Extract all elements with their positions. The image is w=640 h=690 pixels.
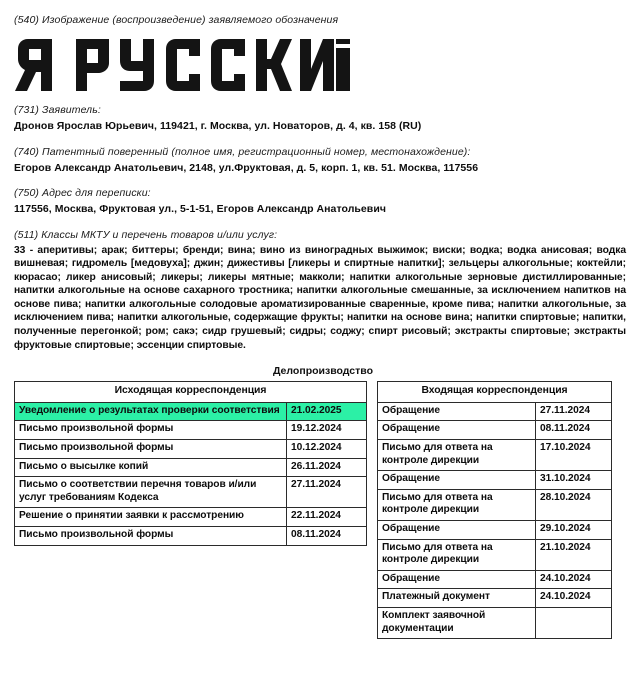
outgoing-header: Исходящая корреспонденция (15, 382, 367, 403)
table-row[interactable] (378, 607, 612, 638)
correspondence-address-value: 117556, Москва, Фруктовая ул., 5-1-51, Егоров Александр Анатольевич (14, 203, 386, 215)
table-row[interactable] (378, 440, 612, 471)
incoming-item-name: Комплект заявочной документации (378, 607, 536, 638)
applicant-value: Дронов Ярослав Юрьевич, 119421, г. Москва, ул. Новаторов, д. 4, кв. 158 (RU) (14, 120, 422, 132)
outgoing-item-name: Уведомление о результатах проверки соответствия (15, 402, 287, 421)
table-row[interactable] (15, 477, 367, 508)
incoming-header: Входящая корреспонденция (378, 382, 612, 403)
goods-services-text: 33 - аперитивы; арак; биттеры; бренди; вина; вино из виноградных выжимок; виски; водка; водка анисовая; водка вишневая; гидромель [медовуха]; джин; дижестивы [ликеры и спиртные напитки]; зельцеры алкогольные; коктейли; кюрасао; ликер анисовый; ликеры; ликеры мятные; макколи; напитки алкогольные зерновые дистиллированные; напитки алкогольные на основе сахарного тростника; напитки алкогольные смешанные, за исключением напитков на основе пива; напитки алкогольные солодовые ароматизированные сваренные, кроме пива; напитки алкогольные, за исключением пива; напитки алкогольные, содержащие фрукты; напитки на основе вина; напитки спиртовые; напитки, полученные перегонкой; ром; сакэ; сидр грушевый; сидры; соджу; спирт рисовый; экстракты спиртовые; экстракты фруктовые спиртовые; эссенции спиртовые. (14, 244, 626, 351)
outgoing-item-date: 19.12.2024 (287, 421, 367, 440)
table-row[interactable] (15, 508, 367, 527)
outgoing-item-date: 26.11.2024 (287, 458, 367, 477)
outgoing-item-date: 22.11.2024 (287, 508, 367, 527)
incoming-item-date: 29.10.2024 (536, 521, 612, 540)
table-row[interactable] (15, 527, 367, 546)
outgoing-item-date: 08.11.2024 (287, 527, 367, 546)
proceedings-section (14, 365, 626, 639)
incoming-table-body (378, 402, 612, 638)
incoming-item-name: Обращение (378, 471, 536, 490)
incoming-item-name: Обращение (378, 521, 536, 540)
outgoing-item-name: Письмо о соответствии перечня товаров и/или услуг требованиям Кодекса (15, 477, 287, 508)
incoming-item-name: Платежный документ (378, 589, 536, 608)
incoming-item-date: 27.11.2024 (536, 402, 612, 421)
outgoing-item-name: Решение о принятии заявки к рассмотрению (15, 508, 287, 527)
attorney-label: (740) Патентный поверенный (полное имя, регистрационный номер, местонахождение): (14, 145, 471, 158)
outgoing-item-name: Письмо произвольной формы (15, 440, 287, 459)
table-row[interactable] (15, 440, 367, 459)
logo-ya-russkiy-icon (14, 39, 350, 91)
incoming-item-date: 28.10.2024 (536, 489, 612, 520)
applicant-block (14, 104, 626, 134)
table-row[interactable] (378, 589, 612, 608)
proceedings-title: Делопроизводство (272, 365, 374, 378)
outgoing-item-name: Письмо о высылке копий (15, 458, 287, 477)
correspondence-address-block (14, 187, 626, 217)
table-row[interactable] (15, 458, 367, 477)
incoming-correspondence-table (377, 381, 612, 639)
incoming-item-name: Обращение (378, 402, 536, 421)
attorney-value: Егоров Александр Анатольевич, 2148, ул.Фруктовая, д. 5, корп. 1, кв. 51. Москва, 117556 (14, 161, 479, 174)
attorney-block (14, 146, 626, 176)
outgoing-item-name: Письмо произвольной формы (15, 421, 287, 440)
table-row[interactable] (378, 521, 612, 540)
incoming-item-date (536, 607, 612, 638)
outgoing-header-row (15, 382, 367, 403)
table-row[interactable] (15, 421, 367, 440)
incoming-item-name: Обращение (378, 570, 536, 589)
incoming-item-date: 17.10.2024 (536, 440, 612, 471)
table-row[interactable] (15, 402, 367, 421)
outgoing-item-date: 27.11.2024 (287, 477, 367, 508)
correspondence-address-label: (750) Адрес для переписки: (14, 187, 151, 199)
incoming-item-date: 08.11.2024 (536, 421, 612, 440)
mark-image-label: (540) Изображение (воспроизведение) заявляемого обозначения (14, 14, 339, 26)
table-row[interactable] (378, 402, 612, 421)
incoming-item-date: 31.10.2024 (536, 471, 612, 490)
incoming-header-row (378, 382, 612, 403)
incoming-item-date: 24.10.2024 (536, 589, 612, 608)
outgoing-correspondence-table (14, 381, 367, 545)
mark-image-logo (14, 27, 626, 100)
applicant-label: (731) Заявитель: (14, 104, 101, 116)
table-row[interactable] (378, 471, 612, 490)
outgoing-item-name: Письмо произвольной формы (15, 527, 287, 546)
proceedings-tables (14, 381, 626, 639)
outgoing-item-date: 10.12.2024 (287, 440, 367, 459)
goods-services-label: (511) Классы МКТУ и перечень товаров и/или услуг: (14, 228, 278, 241)
incoming-item-name: Письмо для ответа на контроле дирекции (378, 489, 536, 520)
outgoing-item-date: 21.02.2025 (287, 402, 367, 421)
incoming-item-name: Обращение (378, 421, 536, 440)
table-row[interactable] (378, 421, 612, 440)
incoming-item-date: 21.10.2024 (536, 539, 612, 570)
incoming-item-name: Письмо для ответа на контроле дирекции (378, 440, 536, 471)
table-row[interactable] (378, 489, 612, 520)
outgoing-table-body (15, 402, 367, 545)
table-row[interactable] (378, 570, 612, 589)
goods-services-block (14, 229, 626, 353)
incoming-item-date: 24.10.2024 (536, 570, 612, 589)
incoming-item-name: Письмо для ответа на контроле дирекции (378, 539, 536, 570)
table-row[interactable] (378, 539, 612, 570)
